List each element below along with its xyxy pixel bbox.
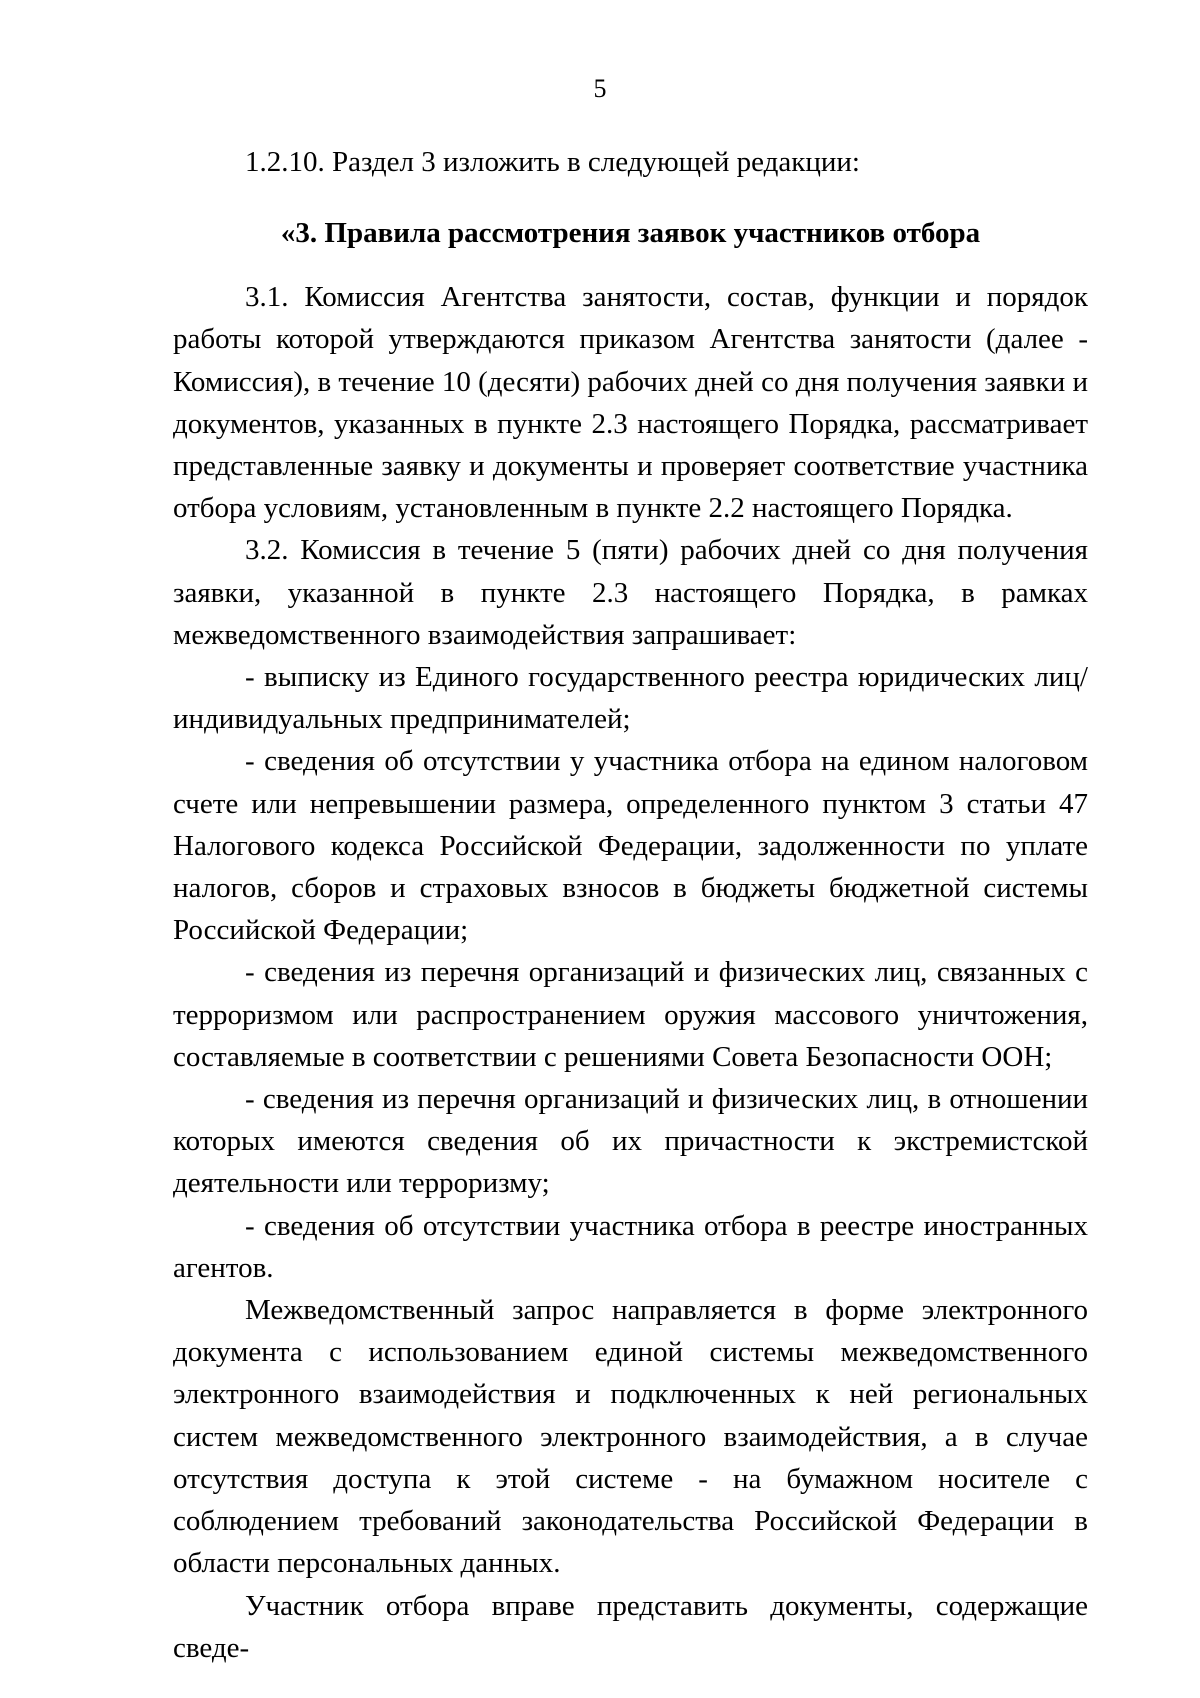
amendment-intro: 1.2.10. Раздел 3 изложить в следующей редакции:: [245, 146, 860, 178]
list-item-foreign-agents-info: - сведения об отсутствии участника отбора в реестре иностранных агентов.: [173, 1209, 1088, 1284]
list-item-extremism-list-info: - сведения из перечня организаций и физических лиц, в отношении которых имеются сведения об их причастности к экстремистской деятельности или терроризму;: [173, 1083, 1088, 1200]
document-body: [173, 141, 1088, 1669]
list-item-terrorism-list-info: - сведения из перечня организаций и физических лиц, связанных с терроризмом или распространением оружия массового уничтожения, составляемые в соответствии с решениями Совета Безопасности ООН;: [173, 956, 1088, 1073]
paragraph-3-1: 3.1. Комиссия Агентства занятости, состав, функции и порядок работы которой утверждаются приказом Агентства занятости (далее - Комиссия), в течение 10 (десяти) рабочих дней со дня получения заявки и документов, указанных в пункте 2.3 настоящего Порядка, рассматривает представленные заявку и документы и проверяет соответствие участника отбора условиям, установленным в пункте 2.2 настоящего Порядка.: [173, 281, 1088, 525]
paragraph-interagency-request: Межведомственный запрос направляется в форме электронного документа с использованием единой системы межведомственного электронного взаимодействия и подключенных к ней региональных систем межведомственного электронного взаимодействия, а в случае отсутствия доступа к этой системе - на бумажном носителе с соблюдением требований законодательства Российской Федерации в области персональных данных.: [173, 1294, 1088, 1580]
page-number: 5: [593, 74, 607, 103]
list-item-egrul-extract: - выписку из Единого государственного реестра юридических лиц/индивидуальных предпринимателей;: [173, 661, 1088, 736]
paragraph-3-2: 3.2. Комиссия в течение 5 (пяти) рабочих дней со дня получения заявки, указанной в пункте 2.3 настоящего Порядка, в рамках межведомственного взаимодействия запрашивает:: [173, 534, 1088, 651]
list-item-tax-debt-info: - сведения об отсутствии у участника отбора на едином налоговом счете или непревышении размера, определенного пунктом 3 статьи 47 Налогового кодекса Российской Федерации, задолженности по уплате налогов, сборов и страховых взносов в бюджеты бюджетной системы Российской Федерации;: [173, 745, 1088, 947]
paragraph-participant-right: Участник отбора вправе представить документы, содержащие сведе-: [173, 1589, 1088, 1664]
section-heading: «3. Правила рассмотрения заявок участников отбора: [280, 217, 981, 250]
